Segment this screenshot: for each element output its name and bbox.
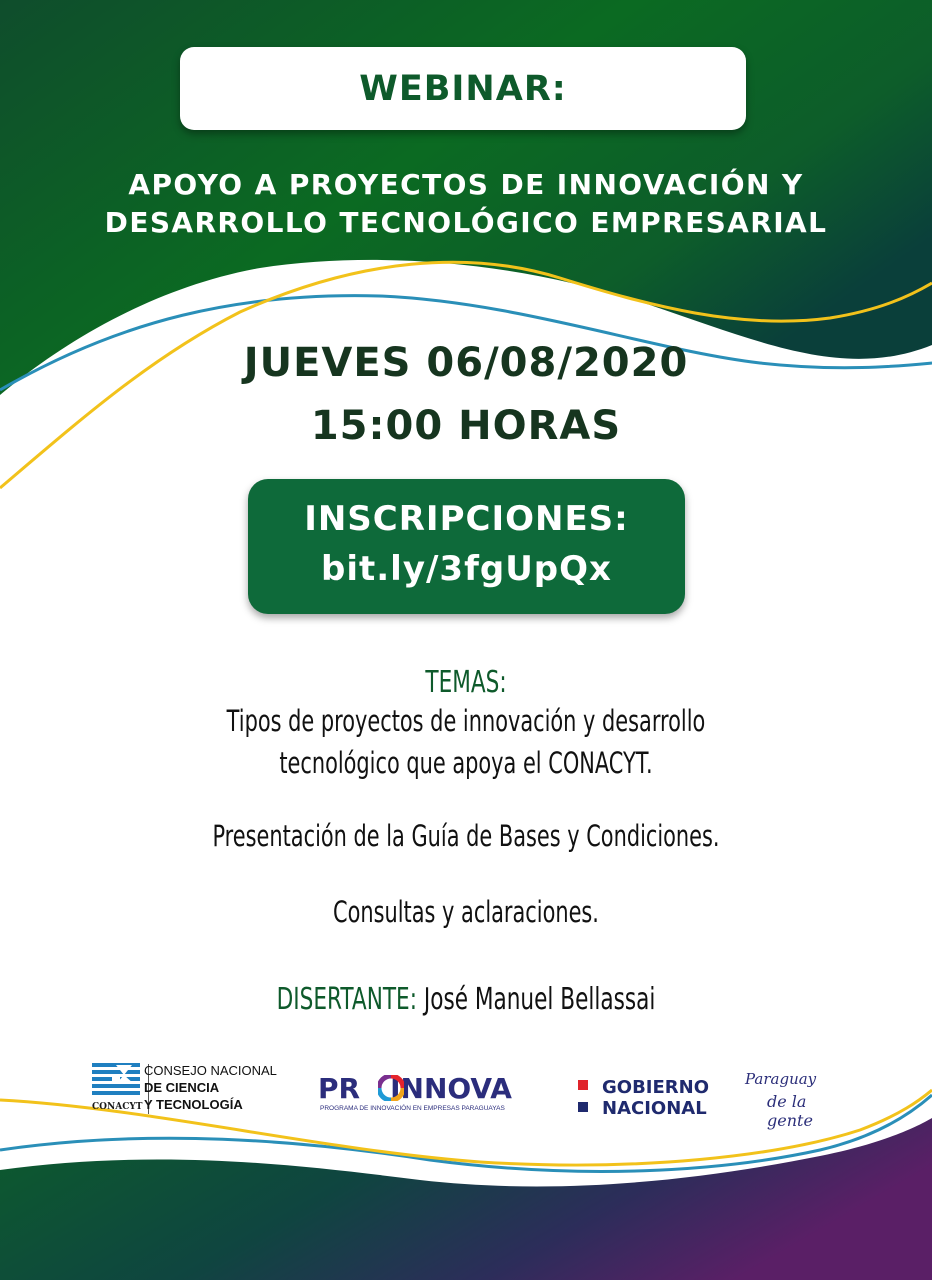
- speaker-line: [0, 982, 932, 1017]
- proinnova-innova: INNOVA: [390, 1072, 512, 1105]
- speaker-label: DISERTANTE:: [276, 982, 417, 1017]
- proinnova-ring-icon: [378, 1075, 404, 1101]
- speaker-name: José Manuel Bellassai: [423, 982, 656, 1017]
- topic-item-1-line-1: Tipos de proyectos de innovación y desarrollo: [226, 704, 706, 738]
- topic-item-1: [0, 700, 932, 784]
- topic-item-1-line-2: tecnológico que apoya el CONACYT.: [279, 746, 653, 780]
- topic-item-2: Presentación de la Guía de Bases y Condiciones.: [212, 819, 720, 853]
- event-time: 15:00 HORAS: [310, 403, 622, 449]
- conacyt-wordmark: CONACYT: [92, 1102, 143, 1112]
- event-date: JUEVES 06/08/2020: [243, 340, 689, 386]
- paraguay-line-1: Paraguay: [745, 1070, 817, 1088]
- event-title-line-2: DESARROLLO TECNOLÓGICO EMPRESARIAL: [104, 206, 828, 239]
- proinnova-pr: PR: [318, 1072, 361, 1105]
- paraguay-de-la-gente-logo: [745, 1070, 855, 1130]
- proinnova-wordmark: [318, 1072, 512, 1105]
- gobierno-line-2: NACIONAL: [602, 1098, 707, 1119]
- registration-box: [248, 479, 685, 614]
- webinar-label: WEBINAR:: [359, 68, 567, 109]
- conacyt-name: [144, 1062, 277, 1113]
- gobierno-line-1: GOBIERNO: [602, 1077, 710, 1098]
- conacyt-line-3: Y TECNOLOGÍA: [144, 1097, 243, 1112]
- red-square-icon: [578, 1080, 588, 1090]
- registration-link[interactable]: bit.ly/3fgUpQx: [321, 549, 612, 589]
- gobierno-text: [602, 1077, 709, 1119]
- conacyt-line-1: CONSEJO NACIONAL: [144, 1063, 277, 1078]
- proinnova-logo: [318, 1072, 544, 1118]
- blue-square-icon: [578, 1102, 588, 1112]
- paraguay-line-2: de la gente: [767, 1092, 813, 1130]
- bottom-wave: [0, 1118, 932, 1280]
- conacyt-line-2: DE CIENCIA: [144, 1080, 220, 1095]
- event-title-line-1: APOYO A PROYECTOS DE INNOVACIÓN Y: [128, 168, 804, 201]
- proinnova-subtitle: PROGRAMA DE INNOVACIÓN EN EMPRESAS PARAGUAYAS: [320, 1105, 505, 1112]
- registration-label: INSCRIPCIONES:: [304, 499, 629, 539]
- topics-label: TEMAS:: [425, 665, 507, 700]
- topic-item-3: Consultas y aclaraciones.: [333, 895, 599, 929]
- gobierno-nacional-logo: [578, 1077, 728, 1121]
- conacyt-emblem-icon: [92, 1062, 144, 1102]
- event-title: [60, 166, 872, 242]
- conacyt-logo: [92, 1062, 282, 1118]
- webinar-badge: [180, 47, 746, 130]
